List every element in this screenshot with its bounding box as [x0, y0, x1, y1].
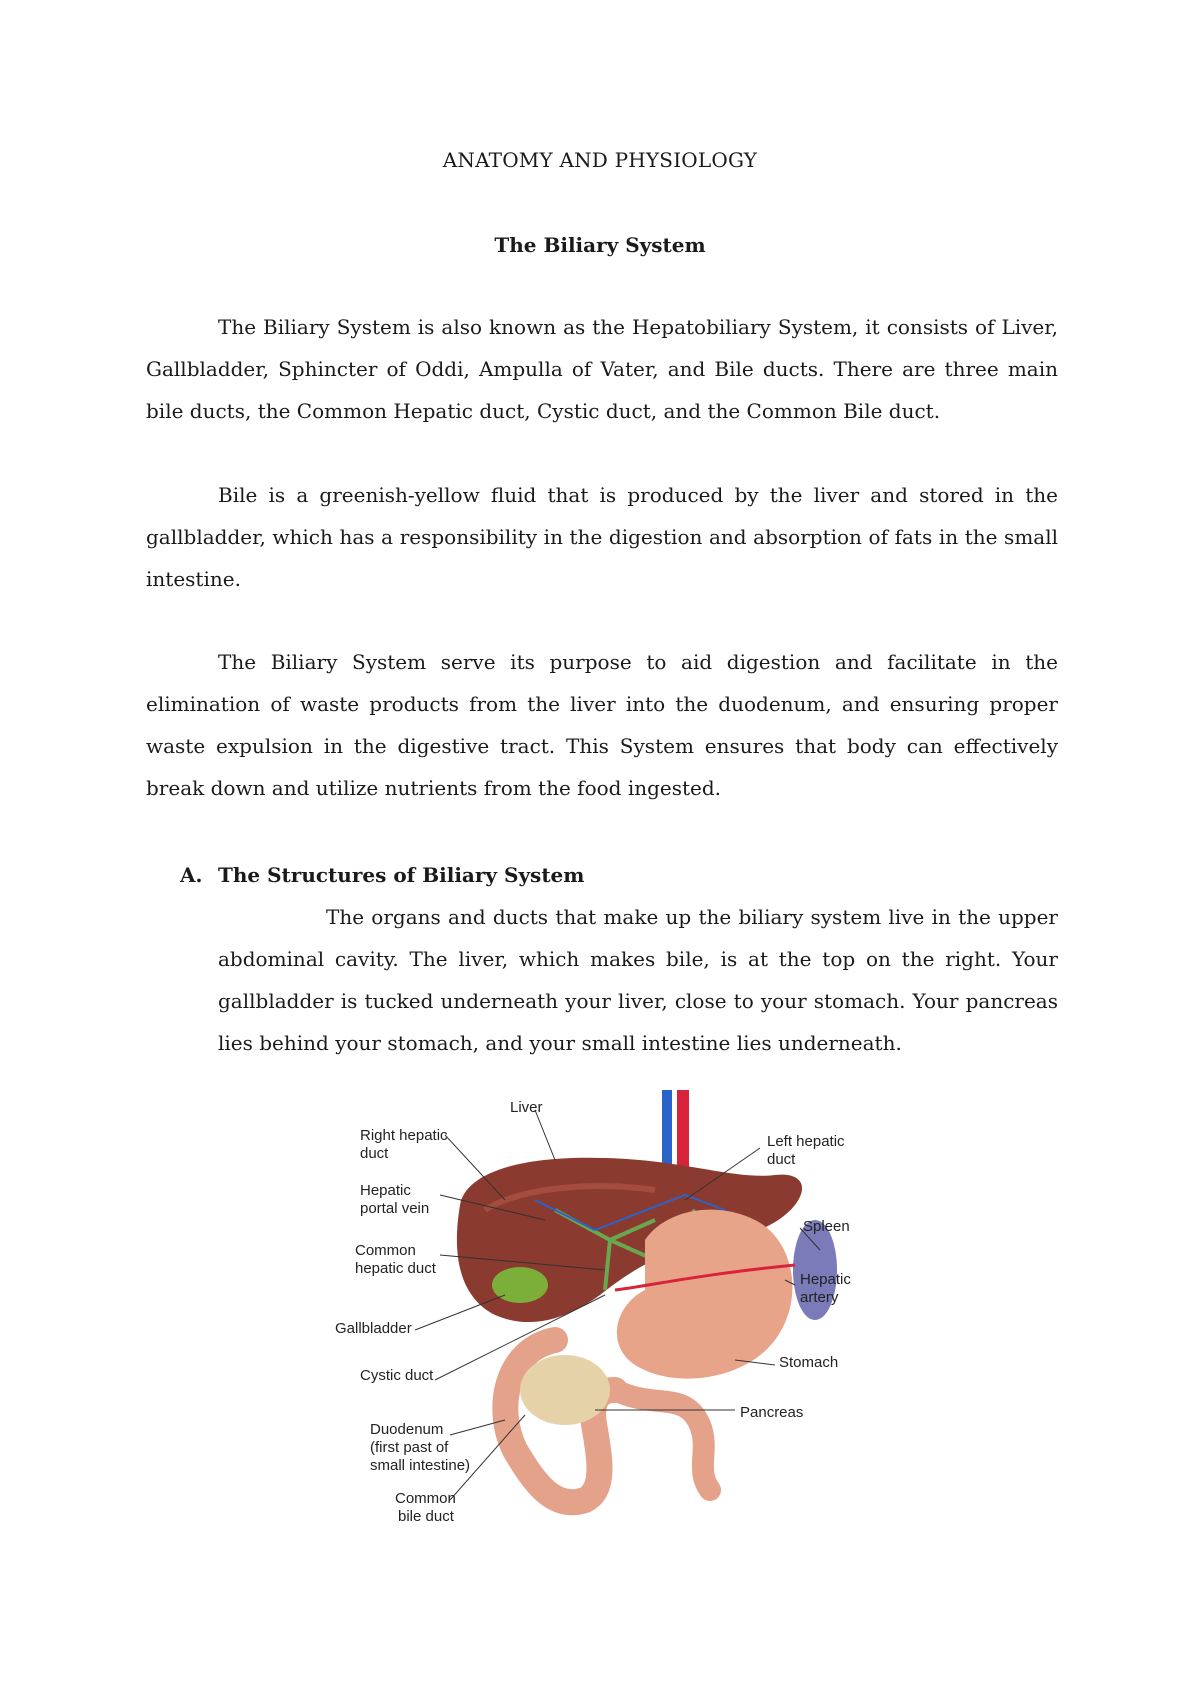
section-letter: A. — [180, 863, 203, 887]
paragraph-intro: The Biliary System is also known as the Hepatobiliary System, it consists of Liver, Gallbladder, Sphincter of Oddi, Ampulla of Vater, and Bile ducts. There are three main bile ducts, the Common Hepatic duct, Cystic duct, and the Common Bile duct. — [146, 315, 1058, 423]
label-hepatic-artery: Hepatic — [800, 1271, 851, 1288]
label-common-bile-duct: Common — [395, 1490, 456, 1507]
label-right-hepatic-duct: Right hepatic — [360, 1127, 448, 1144]
label-hepatic-portal-vein-2: portal vein — [360, 1200, 430, 1217]
gallbladder-organ — [492, 1267, 548, 1303]
document-subtitle: The Biliary System — [494, 233, 706, 257]
label-duodenum-3: small intestine) — [370, 1457, 471, 1474]
label-liver: Liver — [510, 1099, 543, 1116]
label-spleen: Spleen — [803, 1218, 850, 1235]
label-right-hepatic-duct-2: duct — [360, 1145, 389, 1162]
label-duodenum-2: (first past of — [370, 1439, 449, 1456]
label-stomach: Stomach — [779, 1354, 839, 1371]
label-left-hepatic-duct-2: duct — [767, 1151, 796, 1168]
biliary-system-illustration — [335, 1090, 935, 1560]
section-body: The organs and ducts that make up the biliary system live in the upper abdominal cavity. The liver, which makes bile, is at the top on the right. Your gallbladder is tucked underneath your liver, close to your stomach. Your pancreas lies behind your stomach, and your small intestine lies underneath. — [218, 905, 1058, 1055]
section-heading: The Structures of Biliary System — [218, 863, 585, 887]
label-pancreas: Pancreas — [740, 1404, 804, 1421]
label-left-hepatic-duct: Left hepatic — [767, 1133, 845, 1150]
label-gallbladder: Gallbladder — [335, 1320, 412, 1337]
label-common-hepatic-duct: Common — [355, 1242, 416, 1259]
label-common-hepatic-duct-2: hepatic duct — [355, 1260, 436, 1277]
document-title: ANATOMY AND PHYSIOLOGY — [442, 148, 758, 172]
small-intestine-organ — [615, 1390, 710, 1490]
paragraph-bile: Bile is a greenish-yellow fluid that is produced by the liver and stored in the gallbladder, which has a responsibility in the digestion and absorption of fats in the small intestine. — [146, 483, 1058, 591]
label-hepatic-portal-vein: Hepatic — [360, 1182, 411, 1199]
pancreas-organ — [520, 1355, 610, 1425]
label-duodenum: Duodenum — [370, 1421, 444, 1438]
paragraph-purpose: The Biliary System serve its purpose to aid digestion and facilitate in the elimination of waste products from the liver into the duodenum, and ensuring proper waste expulsion in the digestive tract. This System ensures that body can effectively break down and utilize nutrients from the food ingested. — [146, 650, 1058, 800]
label-common-bile-duct-2: bile duct — [398, 1508, 454, 1525]
label-hepatic-artery-2: artery — [800, 1289, 839, 1306]
label-cystic-duct: Cystic duct — [360, 1367, 434, 1384]
